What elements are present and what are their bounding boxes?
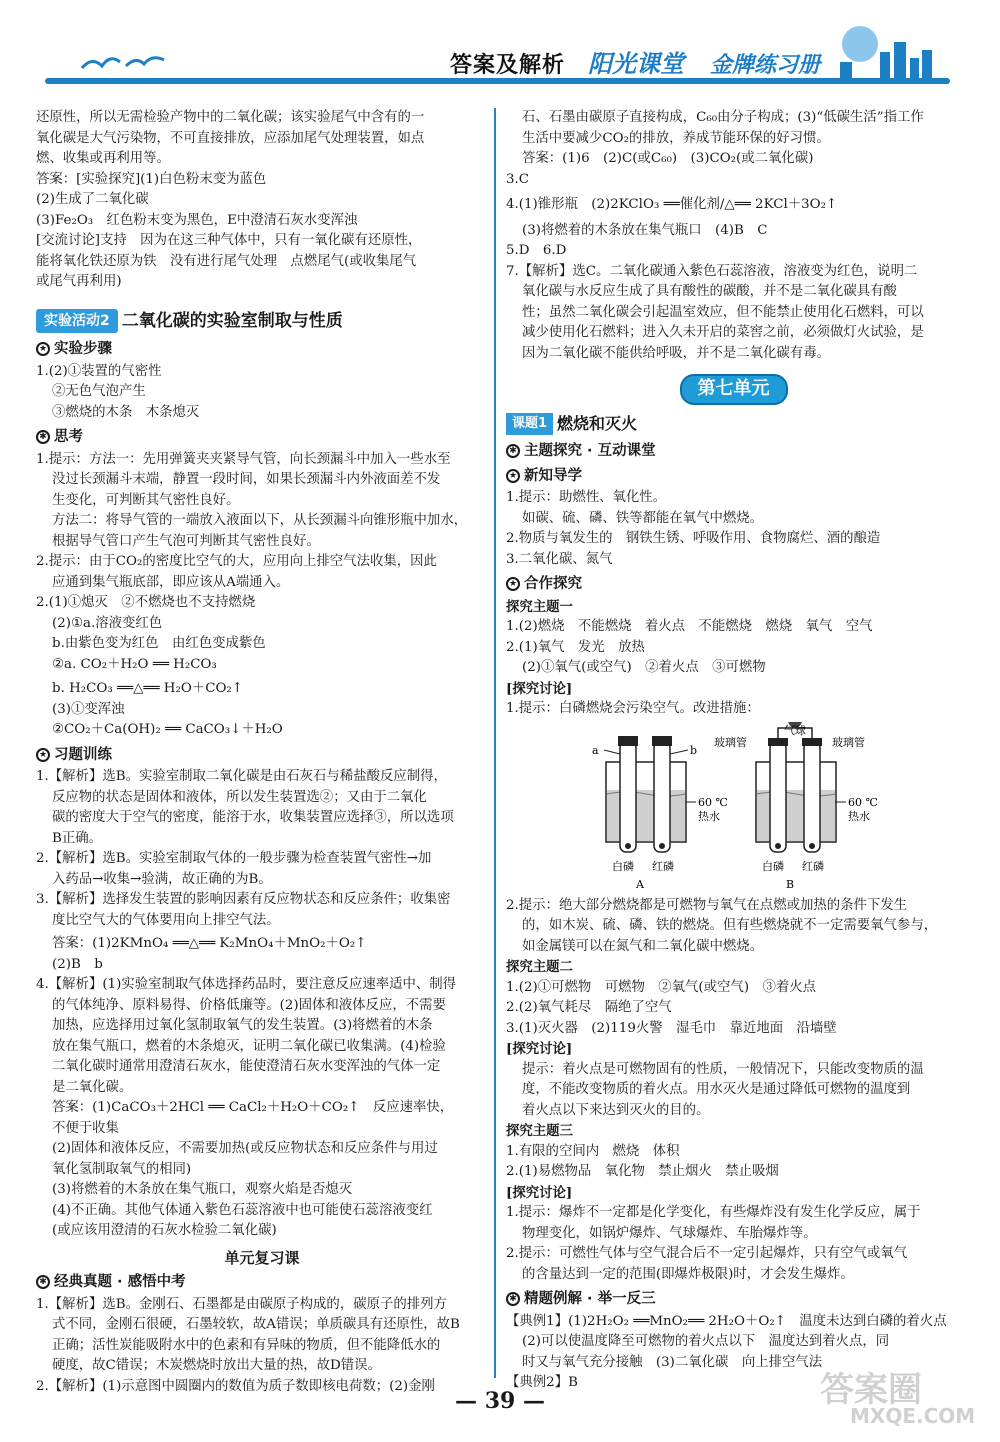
think-heading: ✱ 思考 bbox=[36, 427, 488, 448]
text-line: ②无色气泡产生 bbox=[52, 384, 146, 399]
activity-heading bbox=[36, 309, 488, 334]
activity-tag: 实验活动2 bbox=[36, 309, 118, 334]
label-b-left: b bbox=[690, 743, 698, 757]
header-answers-label: 答案及解析 bbox=[450, 53, 566, 78]
equation-line: ②CO₂＋Ca(OH)₂ ══ CaCO₃↓＋H₂O bbox=[52, 722, 283, 737]
text-line: 性；虽然二氧化碳会引起温室效应，但不能禁止使用化石燃料，可以 bbox=[522, 304, 924, 320]
lesson-heading bbox=[506, 413, 961, 436]
apparatus-diagram bbox=[506, 722, 961, 892]
theme-title: 探究主题三 bbox=[506, 1123, 573, 1139]
equation-line: 4.(1)锥形瓶 (2)2KClO₃ ══催化剂/△══ 2KCl＋3O₂↑ bbox=[506, 197, 838, 212]
text-line: 1.提示：方法一：先用弹簧夹夹紧导气管，向长颈漏斗中加入一些水至 bbox=[36, 451, 451, 467]
tube-right-label: 玻璃管 bbox=[832, 735, 865, 749]
text-line: 是二氧化碳。 bbox=[52, 1079, 133, 1095]
text-line: 加热，应选择用过氧化氢制取氧气的发生装置。(3)将燃着的木条 bbox=[52, 1018, 433, 1033]
text-line: 根据导气管口产生气泡可判断其气密性良好。 bbox=[52, 533, 320, 549]
answer-line: 答案：(1)6 (2)C(或C₆₀) (3)CO₂(或二氧化碳) bbox=[522, 151, 814, 166]
star-icon: ✱ bbox=[506, 444, 520, 458]
text-line: (3)将燃着的木条放在集气瓶口 (4)B C bbox=[522, 222, 768, 238]
text-line: (2)固体和液体反应，不需要加热(或反应物状态和反应条件与用过 bbox=[52, 1141, 438, 1156]
star-icon: ✱ bbox=[506, 1292, 520, 1306]
text-line: 物理变化，如锅炉爆炸、气球爆炸、车胎爆炸等。 bbox=[522, 1225, 817, 1241]
text-line: 氧化碳是大气污染物，不可直接排放，应添加尾气处理装置，如点 bbox=[36, 130, 425, 146]
text-line: 1.【解析】选B。实验室制取二氧化碳是由石灰石与稀盐酸反应制得， bbox=[36, 769, 447, 784]
white-phosphorus-a: 白磷 bbox=[612, 859, 634, 873]
water-a: 热水 bbox=[698, 809, 720, 823]
text-line: 3.二氧化碳、氮气 bbox=[506, 551, 613, 567]
star-icon: ★ bbox=[506, 469, 520, 483]
theme-title: 探究主题一 bbox=[506, 598, 573, 615]
page-header bbox=[0, 0, 1000, 100]
text-line: 7.【解析】选C。二氧化碳通入紫色石蕊溶液，溶液变为红色，说明二 bbox=[506, 263, 918, 279]
page-number: — 39 — bbox=[455, 1388, 545, 1414]
text-line: 的气体纯净、原料易得、价格低廉等。(2)固体和液体反应，不需要 bbox=[52, 997, 446, 1013]
star-icon: ★ bbox=[36, 342, 50, 356]
equation-line: ②a. CO₂＋H₂O ══ H₂CO₃ bbox=[52, 656, 217, 672]
text-line: 如碳、硫、磷、铁等都能在氧气中燃烧。 bbox=[522, 510, 764, 526]
text-line: 1.有限的空间内 燃烧 体积 bbox=[506, 1143, 680, 1159]
text-line: 1.提示：白磷燃烧会污染空气。改进措施： bbox=[506, 701, 760, 716]
text-line: 反应物的状态是固体和液体，所以发生装置选②；又由于二氧化 bbox=[52, 789, 427, 805]
star-icon: ✱ bbox=[36, 1275, 50, 1289]
text-line: (2)可以使温度降至可燃物的着火点以下 温度达到着火点，同 bbox=[522, 1334, 890, 1349]
answer-line: 能将氧化铁还原为铁 没有进行尾气处理 点燃尾气(或收集尾气 bbox=[36, 253, 417, 269]
label-a-left: a bbox=[592, 743, 599, 757]
text-line: 因为二氧化碳不能供给呼吸，并不是二氧化碳有毒。 bbox=[522, 345, 830, 361]
inquiry-heading: ✱ 主题探究 · 互动课堂 bbox=[506, 441, 961, 462]
text-line: (4)不正确。其他气体通入紫色石蕊溶液中也可能使石蕊溶液变红 bbox=[52, 1202, 433, 1218]
activity-title: 二氧化碳的实验室制取与性质 bbox=[121, 310, 343, 331]
review-title: 单元复习课 bbox=[224, 1248, 300, 1267]
text-line: 2.提示：绝大部分燃烧都是可燃物与氧气在点燃或加热的条件下发生 bbox=[506, 897, 908, 913]
text-line: 燃、收集或再利用等。 bbox=[36, 151, 170, 166]
text-line: 如金属镁可以在氮气和二氧化碳中燃烧。 bbox=[522, 938, 764, 954]
caption-a: A bbox=[636, 877, 644, 891]
text-line: 不便于收集 bbox=[52, 1120, 119, 1136]
exam-heading: ✱ 经典真题 · 感悟中考 bbox=[36, 1272, 488, 1293]
text-line: 5.D 6.D bbox=[506, 243, 567, 258]
star-icon: ★ bbox=[36, 748, 50, 762]
text-line: 2.【解析】(1)示意图中圆圈内的数值为质子数即核电荷数；(2)金刚 bbox=[36, 1378, 435, 1394]
text-line: 着火点以下来达到灭火的目的。 bbox=[522, 1102, 710, 1118]
watermark: 答案圈 bbox=[820, 1370, 922, 1410]
star-icon: ★ bbox=[506, 577, 520, 591]
text-line: 度，不能改变物质的着火点。用水灭火是通过降低可燃物的温度到 bbox=[522, 1082, 911, 1097]
city-skyline-decoration bbox=[820, 22, 950, 84]
text-line: 二氧化碳时通常用澄清石灰水，能使澄清石灰水变浑浊的气体一定 bbox=[52, 1059, 441, 1074]
white-phosphorus-b: 白磷 bbox=[762, 859, 784, 873]
answer-line: 答案：[实验探究](1)白色粉末变为蓝色 bbox=[36, 171, 267, 187]
text-line: (2)①a.溶液变红色 bbox=[52, 615, 163, 631]
text-line: 时又与氧气充分接触 (3)二氧化碳 向上排空气法 bbox=[522, 1354, 823, 1370]
text-line: 2.(2)氧气耗尽 隔绝了空气 bbox=[506, 1000, 672, 1015]
text-line: 度比空气大的气体要用向上排空气法。 bbox=[52, 912, 280, 928]
text-line: 应通到集气瓶底部，即应该从A端通入。 bbox=[52, 574, 290, 590]
text-line: 4.【解析】(1)实验室制取气体选择药品时，要注意反应速率适中、制得 bbox=[36, 977, 457, 992]
text-line: 氧化碳与水反应生成了具有酸性的碳酸，并不是二氧化碳具有酸 bbox=[522, 284, 897, 299]
text-line: (2)B b bbox=[52, 956, 103, 972]
text-line: 碳的密度大于空气的密度，能溶于水，收集装置应选择③，所以选项 bbox=[52, 810, 454, 825]
text-line: (3)将燃着的木条放在集气瓶口，观察火焰是否熄灭 bbox=[52, 1182, 353, 1197]
lesson-tag: 课题1 bbox=[506, 413, 553, 436]
column-divider bbox=[494, 108, 496, 1378]
text-line: 放在集气瓶口，燃着的木条熄灭，证明二氧化碳已收集满。(4)检验 bbox=[52, 1038, 446, 1054]
answer-line: [交流讨论]支持 因为在这三种气体中，只有一氧化碳有还原性， bbox=[36, 233, 422, 248]
text-line: (或应该用澄清的石灰水检验二氧化碳) bbox=[52, 1223, 277, 1238]
text-line: 没过长颈漏斗末端，静置一段时间，如果长颈漏斗内外液面差不发 bbox=[52, 472, 441, 487]
text-line: 还原性，所以无需检验产物中的二氧化碳；该实验尾气中含有的一 bbox=[36, 110, 425, 125]
text-line: 入药品→收集→验满，故正确的为B。 bbox=[52, 871, 272, 887]
text-line: 1.提示：助燃性、氧化性。 bbox=[506, 490, 667, 505]
text-line: 2.提示：由于CO₂的密度比空气的大，应用向上排空气法收集，因此 bbox=[36, 554, 437, 569]
practice-heading: ★ 习题训练 bbox=[36, 745, 488, 766]
text-line: 3.C bbox=[506, 171, 530, 187]
equation-line: 【典例1】(1)2H₂O₂ ══MnO₂══ 2H₂O＋O₂↑ 温度未达到白磷的着火点 bbox=[506, 1313, 947, 1329]
caption-b: B bbox=[786, 877, 795, 891]
answer-line: 或尾气再利用) bbox=[36, 274, 122, 289]
text-line: 3.【解析】选择发生装置的影响因素有反应物状态和反应条件；收集密 bbox=[36, 892, 451, 907]
text-line: 式不同，金刚石很硬，石墨较软，故A错误；单质碳具有还原性，故B bbox=[52, 1317, 460, 1332]
text-line: 氧化氢制取氧气的相同) bbox=[52, 1161, 192, 1177]
text-line: 1.【解析】选B。金刚石、石墨都是由碳原子构成的，碳原子的排列方 bbox=[36, 1296, 447, 1312]
star-icon: ✱ bbox=[36, 430, 50, 444]
left-column bbox=[36, 108, 488, 1397]
temp-a: 60 ℃ bbox=[698, 795, 728, 809]
lesson-title: 燃烧和灭火 bbox=[557, 413, 638, 433]
text-line: 2.提示：可燃性气体与空气混合后不一定引起爆炸，只有空气或氧气 bbox=[506, 1246, 908, 1261]
text-line: 正确；活性炭能吸附水中的色素和有异味的物质，但不能降低水的 bbox=[52, 1337, 441, 1353]
text-line: ③燃烧的木条 木条熄灭 bbox=[52, 404, 200, 420]
unit-title: 第七单元 bbox=[680, 374, 788, 405]
text-line: 减少使用化石燃料；进入久未开启的菜窖之前，必须做灯火试验，是 bbox=[522, 325, 924, 340]
water-b: 热水 bbox=[848, 809, 870, 823]
theme-title: 探究主题二 bbox=[506, 959, 573, 975]
text-line: 1.(2)燃烧 不能燃烧 着火点 不能燃烧 燃烧 氧气 空气 bbox=[506, 619, 873, 634]
answer-line: (3)Fe₂O₃ 红色粉末变为黑色，E中澄清石灰水变浑浊 bbox=[36, 212, 358, 228]
text-line: 硬度，故C错误；木炭燃烧时放出大量的热，故D错误。 bbox=[52, 1358, 381, 1373]
balloon-label: 气球 bbox=[784, 723, 806, 737]
right-column bbox=[506, 108, 961, 1394]
text-line: 1.(2)①可燃物 可燃物 ②氧气(或空气) ③着火点 bbox=[506, 979, 817, 995]
text-line: 3.(1)灭火器 (2)119火警 湿毛巾 靠近地面 沿墙壁 bbox=[506, 1020, 837, 1036]
text-line: (2)①氧气(或空气) ②着火点 ③可燃物 bbox=[522, 660, 766, 675]
text-line: 生变化，可判断其气密性良好。 bbox=[52, 492, 240, 508]
text-line: 的含量达到一定的范围(即爆炸极限)时，才会发生爆炸。 bbox=[522, 1266, 854, 1282]
equation-line: 答案：(1)2KMnO₄ ══△══ K₂MnO₄＋MnO₂＋O₂↑ bbox=[52, 936, 367, 951]
text-line: 2.(1)易燃物品 氧化物 禁止烟火 禁止吸烟 bbox=[506, 1164, 779, 1179]
discussion-title: [探究讨论] bbox=[506, 1041, 573, 1057]
header-brand: 阳光课堂 bbox=[588, 50, 684, 78]
text-line: 1.(2)①装置的气密性 bbox=[36, 363, 162, 379]
text-line: 石、石墨由碳原子直接构成，C₆₀由分子构成；(3)“低碳生活”指工作 bbox=[522, 110, 924, 125]
apparatus-a bbox=[604, 736, 696, 852]
steps-heading: ★ 实验步骤 bbox=[36, 339, 488, 360]
experiment-figure bbox=[506, 722, 961, 892]
text-line: 提示：着火点是可燃物固有的性质，一般情况下，只能改变物质的温 bbox=[522, 1061, 924, 1077]
text-line: 1.提示：爆炸不一定都是化学变化，有些爆炸没有发生化学反应，属于 bbox=[506, 1205, 921, 1220]
temp-b: 60 ℃ bbox=[848, 795, 878, 809]
new-knowledge-heading: ★ 新知导学 bbox=[506, 466, 961, 487]
example-heading: ✱ 精题例解 · 举一反三 bbox=[506, 1289, 961, 1310]
cooperation-heading: ★ 合作探究 bbox=[506, 574, 961, 595]
red-phosphorus-a: 红磷 bbox=[652, 859, 674, 873]
text-line: (3)①变浑浊 bbox=[52, 701, 125, 717]
discussion-title: [探究讨论] bbox=[506, 680, 573, 697]
text-line: 2.物质与氧发生的 钢铁生锈、呼吸作用、食物腐烂、酒的酿造 bbox=[506, 531, 881, 546]
text-line: 2.(1)①熄灭 ②不燃烧也不支持燃烧 bbox=[36, 595, 256, 610]
watermark-url: MXQE.COM bbox=[850, 1404, 976, 1428]
discussion-title: [探究讨论] bbox=[506, 1184, 573, 1201]
red-phosphorus-b: 红磷 bbox=[802, 859, 824, 873]
text-line: 的，如木炭、硫、磷、铁的燃烧。但有些燃烧就不一定需要氧气参与， bbox=[522, 918, 938, 933]
text-line: 【典例2】B bbox=[506, 1375, 578, 1390]
birds-decoration bbox=[80, 48, 170, 78]
unit-banner bbox=[506, 374, 961, 405]
text-line: 生活中要减少CO₂的排放，养成节能环保的好习惯。 bbox=[522, 130, 830, 146]
text-line: 2.(1)氧气 发光 放热 bbox=[506, 639, 645, 655]
equation-line: b. H₂CO₃ ══△══ H₂O＋CO₂↑ bbox=[52, 681, 244, 696]
text-line: 2.【解析】选B。实验室制取气体的一般步骤为检查装置气密性→加 bbox=[36, 851, 432, 866]
equation-line: 答案：(1)CaCO₃＋2HCl ══ CaCl₂＋H₂O＋CO₂↑ 反应速率快， bbox=[52, 1100, 454, 1115]
tube-left-label: 玻璃管 bbox=[714, 735, 747, 749]
header-series: 金牌练习册 bbox=[710, 53, 821, 78]
text-line: b.由紫色变为红色 由红色变成紫色 bbox=[52, 636, 266, 651]
text-line: 方法二：将导气管的一端放入液面以下，从长颈漏斗向锥形瓶中加水， bbox=[52, 513, 468, 528]
text-line: B正确。 bbox=[52, 830, 103, 846]
answer-line: (2)生成了二氧化碳 bbox=[36, 192, 149, 207]
header-rule bbox=[45, 78, 950, 84]
